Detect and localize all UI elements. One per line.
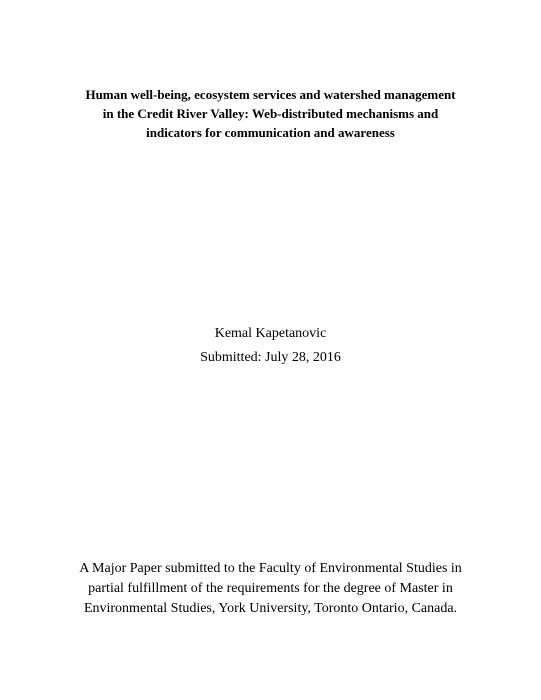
author-name: Kemal Kapetanovic (214, 326, 327, 341)
submission-date: Submitted: July 28, 2016 (200, 350, 341, 365)
title-line: Human well-being, ecosystem services and watershed management (85, 87, 456, 102)
title-line: in the Credit River Valley: Web-distributed mechanisms and (102, 106, 439, 121)
title-line: indicators for communication and awareness (146, 125, 395, 140)
statement-line: A Major Paper submitted to the Faculty of Environmental Studies in (79, 561, 462, 576)
submission-statement (30, 559, 511, 619)
statement-line: partial fulfillment of the requirements for the degree of Master in (88, 581, 453, 596)
paper-title (40, 85, 501, 142)
author-block (40, 322, 501, 370)
statement-line: Environmental Studies, York University, Toronto Ontario, Canada. (83, 601, 458, 616)
